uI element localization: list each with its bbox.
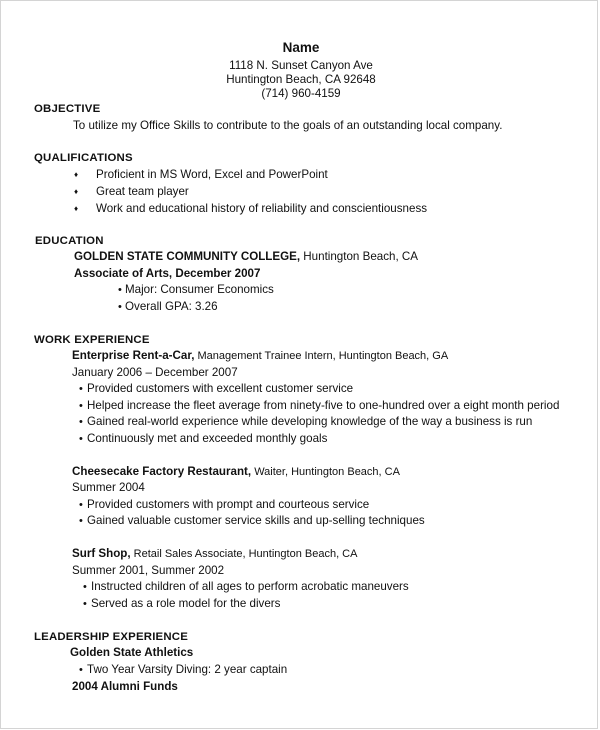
phone-number: (714) 960-4159 [261,87,341,100]
job-duty: Gained real-world experience while developing knowledge of the way a business is run [87,415,533,428]
school-line [74,250,418,264]
job-dates: Summer 2004 [72,481,145,494]
job-duty: Gained valuable customer service skills and up-selling techniques [87,514,425,527]
leadership-org: 2004 Alumni Funds [72,680,178,693]
bullet-icon: • [79,433,83,445]
job-role: Waiter, Huntington Beach, CA [251,466,400,478]
diamond-bullet-icon: ♦ [74,204,79,213]
leadership-item: Two Year Varsity Diving: 2 year captain [87,663,288,676]
job-dates: Summer 2001, Summer 2002 [72,564,225,577]
diamond-bullet-icon: ♦ [74,187,79,196]
bullet-icon: • [118,301,122,313]
bullet-icon: • [79,664,83,676]
bullet-icon: • [79,400,83,412]
qualification-item: Proficient in MS Word, Excel and PowerPoint [96,168,328,181]
bullet-icon: • [79,515,83,527]
degree: Associate of Arts, December 2007 [74,267,261,280]
job-duty: Provided customers with excellent customer service [87,382,354,395]
address-line-1: 1118 N. Sunset Canyon Ave [229,59,373,72]
education-item: Overall GPA: 3.26 [125,300,218,313]
bullet-icon: • [83,581,87,593]
qualifications-heading: QUALIFICATIONS [34,152,133,164]
bullet-icon: • [118,284,122,296]
bullet-icon: • [79,383,83,395]
job-duty: Helped increase the fleet average from ninety-five to one-hundred over a eight month period [87,399,560,412]
bullet-icon: • [79,416,83,428]
qualification-item: Work and educational history of reliability and conscientiousness [96,202,428,215]
job-title-line [72,547,357,561]
address-line-2: Huntington Beach, CA 92648 [226,73,376,86]
education-heading: EDUCATION [35,235,104,247]
job-title-line [72,465,400,479]
school-location: Huntington Beach, CA [300,250,419,263]
objective-text: To utilize my Office Skills to contribute to the goals of an outstanding local company. [73,119,503,132]
job-title-line [72,349,448,363]
job-duty: Provided customers with prompt and courteous service [87,498,370,511]
bullet-icon: • [83,598,87,610]
job-duty: Served as a role model for the divers [91,597,281,610]
candidate-name: Name [282,40,320,55]
job-company: Cheesecake Factory Restaurant, [72,465,252,478]
job-company: Surf Shop, [72,547,131,560]
bullet-icon: • [79,499,83,511]
work-heading: WORK EXPERIENCE [34,334,150,346]
education-item: Major: Consumer Economics [125,283,274,296]
objective-heading: OBJECTIVE [34,103,101,115]
leadership-org: Golden State Athletics [70,646,194,659]
school-name: GOLDEN STATE COMMUNITY COLLEGE, [74,250,301,263]
qualification-item: Great team player [96,185,189,198]
job-duty: Continuously met and exceeded monthly goals [87,432,328,445]
job-role: Management Trainee Intern, Huntington Beach, GA [194,350,449,362]
job-duty: Instructed children of all ages to perform acrobatic maneuvers [91,580,409,593]
leadership-heading: LEADERSHIP EXPERIENCE [34,631,189,643]
job-role: Retail Sales Associate, Huntington Beach, CA [130,548,358,560]
diamond-bullet-icon: ♦ [74,170,79,179]
job-dates: January 2006 – December 2007 [72,366,238,379]
job-company: Enterprise Rent-a-Car, [72,349,195,362]
